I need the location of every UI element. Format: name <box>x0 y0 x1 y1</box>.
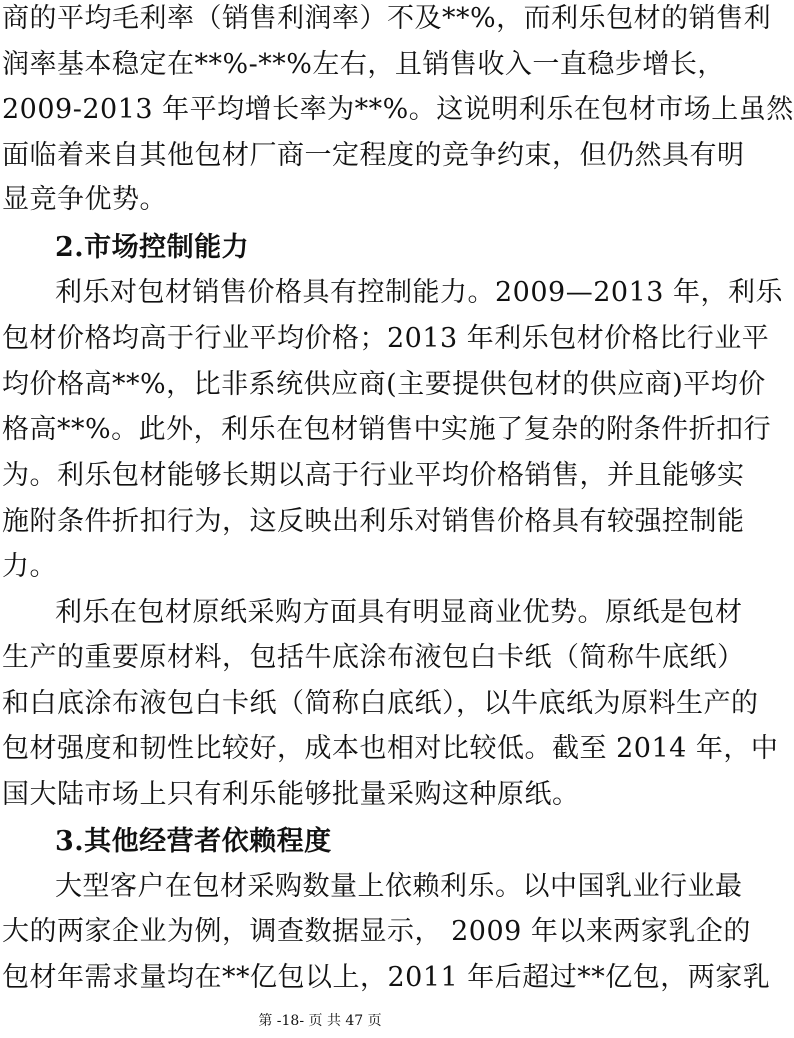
paragraph-line: 国大陆市场上只有利乐能够批量采购这种原纸。 <box>2 779 580 810</box>
paragraph-line: 2009-2013 年平均增长率为**%。这说明利乐在包材市场上虽然 <box>2 94 794 125</box>
paragraph-line: 利乐在包材原纸采购方面具有明显商业优势。原纸是包材 <box>55 597 743 628</box>
section-heading: 2.市场控制能力 <box>55 232 250 263</box>
page-footer: 第 -18- 页 共 47 页 <box>258 1013 382 1029</box>
paragraph-line: 显竞争优势。 <box>2 184 167 215</box>
paragraph-line: 面临着来自其他包材厂商一定程度的竞争约束，但仍然具有明 <box>2 140 745 171</box>
paragraph-line: 格高**%。此外，利乐在包材销售中实施了复杂的附条件折扣行 <box>2 414 772 445</box>
paragraph-line: 包材年需求量均在**亿包以上，2011 年后超过**亿包，两家乳 <box>2 962 771 993</box>
paragraph-line: 包材价格均高于行业平均价格；2013 年利乐包材价格比行业平 <box>2 323 770 354</box>
paragraph-line: 为。利乐包材能够长期以高于行业平均价格销售，并且能够实 <box>2 460 745 491</box>
paragraph-line: 包材强度和韧性比较好，成本也相对比较低。截至 2014 年，中 <box>2 733 779 764</box>
paragraph-line: 力。 <box>2 551 57 582</box>
paragraph-line: 利乐对包材销售价格具有控制能力。2009—2013 年，利乐 <box>55 277 784 308</box>
paragraph-line: 施附条件折扣行为，这反映出利乐对销售价格具有较强控制能 <box>2 506 745 537</box>
paragraph-line: 和白底涂布液包白卡纸（简称白底纸），以牛底纸为原料生产的 <box>2 688 759 719</box>
paragraph-line: 大型客户在包材采购数量上依赖利乐。以中国乳业行业最 <box>55 871 743 902</box>
paragraph-line: 润率基本稳定在**%-**%左右，且销售收入一直稳步增长， <box>2 49 725 80</box>
paragraph-line: 大的两家企业为例，调查数据显示， 2009 年以来两家乳企的 <box>2 916 751 947</box>
section-heading: 3.其他经营者依赖程度 <box>55 826 332 857</box>
paragraph-line: 均价格高**%，比非系统供应商(主要提供包材的供应商)平均价 <box>2 369 766 400</box>
paragraph-line: 生产的重要原材料，包括牛底涂布液包白卡纸（简称牛底纸） <box>2 642 745 673</box>
paragraph-line: 商的平均毛利率（销售利润率）不及**%，而利乐包材的销售利 <box>2 3 772 34</box>
